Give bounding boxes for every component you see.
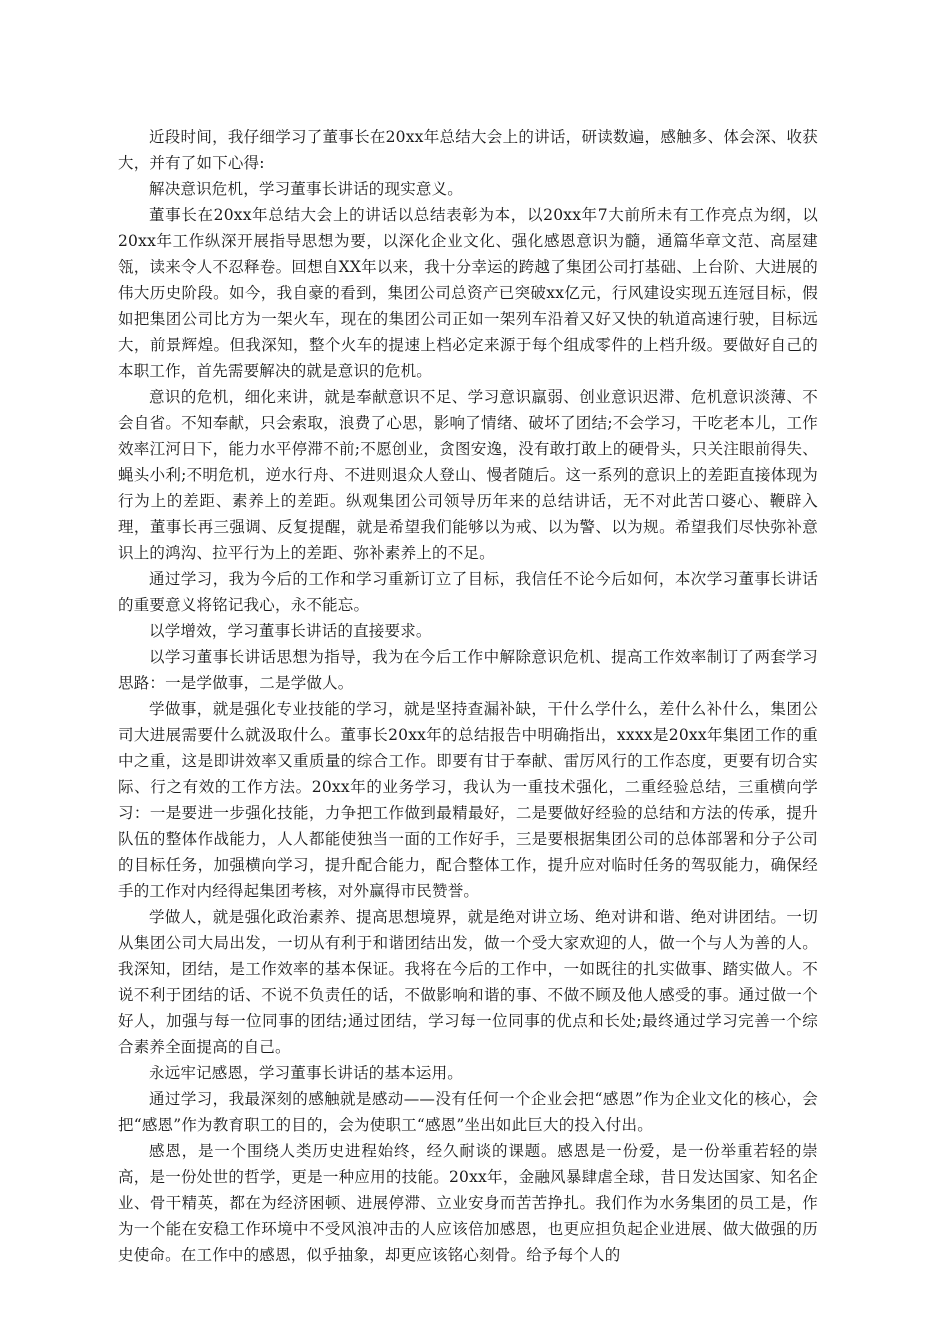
section-heading-1: 解决意识危机，学习董事长讲话的现实意义。 xyxy=(149,180,464,198)
paragraph: 意识的危机，细化来讲，就是奉献意识不足、学习意识羸弱、创业意识迟滞、危机意识淡薄、不会自省。不知奉献，只会索取，浪费了心思，影响了情绪、破坏了团结;不会学习，干吃老本儿，工作效率江河日下，能力水平停滞不前;不愿创业，贪图安逸，没有敢打敢上的硬骨头，只关注眼前得失、蝇头小利;不明危机，逆水行舟、不进则退众人登山、慢者随后。这一系列的意识上的差距直接体现为行为上的差距、素养上的差距。纵观集团公司领导历年来的总结讲话，无不对此苦口婆心、鞭辟入理，董事长再三强调、反复提醒，就是希望我们能够以为戒、以为警、以为规。希望我们尽快弥补意识上的鸿沟、拉平行为上的差距、弥补素养上的不足。 xyxy=(118,388,818,562)
document-body xyxy=(118,124,818,1268)
paragraph: 学做人，就是强化政治素养、提高思想境界，就是绝对讲立场、绝对讲和谐、绝对讲团结。一切从集团公司大局出发，一切从有利于和谐团结出发，做一个受大家欢迎的人，做一个与人为善的人。我深知，团结，是工作效率的基本保证。我将在今后的工作中，一如既往的扎实做事、踏实做人。不说不利于团结的话、不说不负责任的话，不做影响和谐的事、不做不顾及他人感受的事。通过做一个好人，加强与每一位同事的团结;通过团结，学习每一位同事的优点和长处;最终通过学习完善一个综合素养全面提高的自己。 xyxy=(118,908,818,1056)
paragraph: 感恩，是一个围绕人类历史进程始终，经久耐谈的课题。感恩是一份爱，是一份举重若轻的崇高，是一份处世的哲学，更是一种应用的技能。20xx年，金融风暴肆虐全球，昔日发达国家、知名企业、骨干精英，都在为经济困顿、进展停滞、立业安身而苦苦挣扎。我们作为水务集团的员工是，作为一个能在安稳工作环境中不受风浪冲击的人应该倍加感恩，也更应担负起企业进展、做大做强的历史使命。在工作中的感恩，似乎抽象，却更应该铭心刻骨。给予每个人的 xyxy=(118,1142,818,1264)
paragraph: 董事长在20xx年总结大会上的讲话以总结表彰为本，以20xx年7大前所未有工作亮点为纲，以20xx年工作纵深开展指导思想为要，以深化企业文化、强化感恩意识为髓，通篇华章文范、高屋建瓴，读来令人不忍释卷。回想自XX年以来，我十分幸运的跨越了集团公司打基础、上台阶、大进展的伟大历史阶段。如今，我自豪的看到，集团公司总资产已突破xx亿元，行风建设实现五连冠目标，假如把集团公司比方为一架火车，现在的集团公司正如一架列车沿着又好又快的轨道高速行驶，目标远大，前景辉煌。但我深知，整个火车的提速上档必定来源于每个组成零件的上档升级。要做好自己的本职工作，首先需要解决的就是意识的危机。 xyxy=(118,206,818,380)
paragraph: 学做事，就是强化专业技能的学习，就是坚持查漏补缺，干什么学什么，差什么补什么，集团公司大进展需要什么就汲取什么。董事长20xx年的总结报告中明确指出，xxxx是20xx年集团工作的重中之重，这是即讲效率又重质量的综合工作。即要有甘于奉献、雷厉风行的工作态度，更要有切合实际、行之有效的工作方法。20xx年的业务学习，我认为一重技术强化，二重经验总结，三重横向学习：一是要进一步强化技能，力争把工作做到最精最好，二是要做好经验的总结和方法的传承，提升队伍的整体作战能力，人人都能使独当一面的工作好手，三是要根据集团公司的总体部署和分子公司的目标任务，加强横向学习，提升配合能力，配合整体工作，提升应对临时任务的驾驭能力，确保经手的工作对内经得起集团考核，对外赢得市民赞誉。 xyxy=(118,700,818,900)
paragraph: 通过学习，我为今后的工作和学习重新订立了目标，我信任不论今后如何，本次学习董事长讲话的重要意义将铭记我心，永不能忘。 xyxy=(118,570,818,614)
paragraph: 通过学习，我最深刻的感触就是感动——没有任何一个企业会把“感恩”作为企业文化的核心，会把“感恩”作为教育职工的目的，会为使职工“感恩”坐出如此巨大的投入付出。 xyxy=(118,1090,818,1134)
paragraph: 以学习董事长讲话思想为指导，我为在今后工作中解除意识危机、提高工作效率制订了两套学习思路：一是学做事，二是学做人。 xyxy=(118,648,818,692)
section-heading-2: 以学增效，学习董事长讲话的直接要求。 xyxy=(149,622,432,640)
section-heading-3: 永远牢记感恩，学习董事长讲话的基本运用。 xyxy=(149,1064,464,1082)
paragraph-intro: 近段时间，我仔细学习了董事长在20xx年总结大会上的讲话，研读数遍，感触多、体会深、收获大，并有了如下心得: xyxy=(118,128,818,172)
